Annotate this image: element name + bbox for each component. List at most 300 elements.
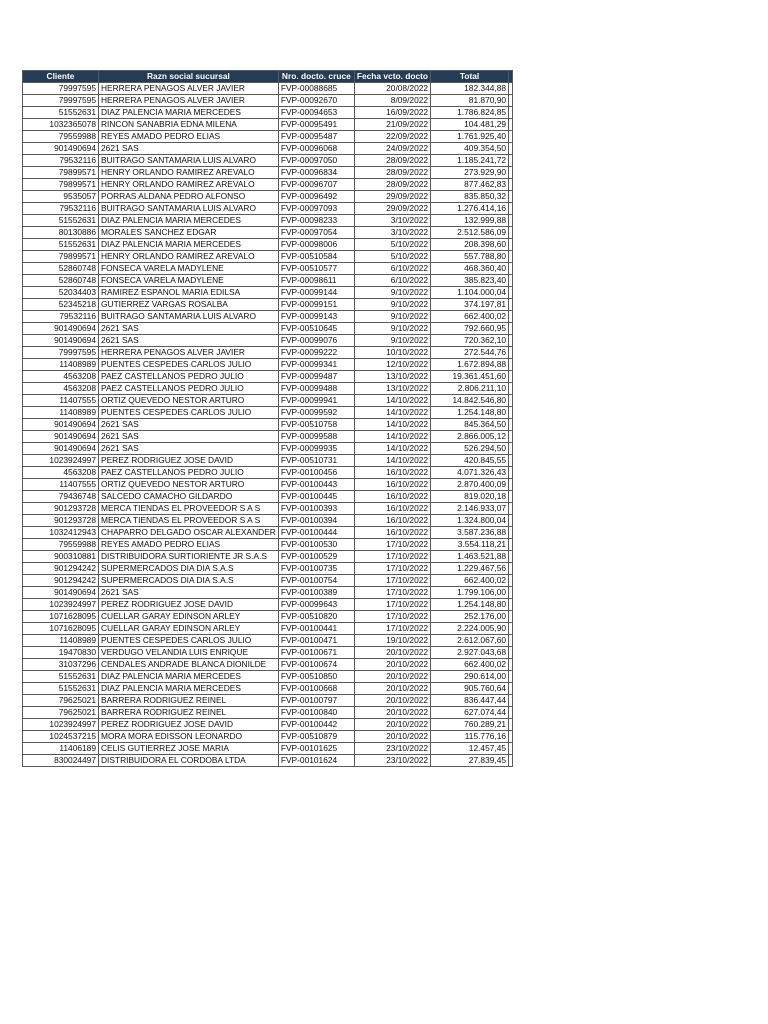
cell-fecha-vcto[interactable]: 14/10/2022 bbox=[354, 407, 430, 419]
cell-cliente[interactable]: 11408989 bbox=[23, 359, 99, 371]
cell-fecha-vcto[interactable]: 20/10/2022 bbox=[354, 647, 430, 659]
cell-empty[interactable] bbox=[509, 191, 513, 203]
cell-nro-docto[interactable]: FVP-00098006 bbox=[278, 239, 354, 251]
cell-total[interactable]: 526.294,50 bbox=[431, 443, 509, 455]
cell-total[interactable]: 2.612.067,60 bbox=[431, 635, 509, 647]
cell-nro-docto[interactable]: FVP-00510879 bbox=[278, 731, 354, 743]
cell-razon-social[interactable]: MORALES SANCHEZ EDGAR bbox=[99, 227, 279, 239]
cell-nro-docto[interactable]: FVP-00097093 bbox=[278, 203, 354, 215]
cell-cliente[interactable]: 51552631 bbox=[23, 107, 99, 119]
header-total[interactable]: Total bbox=[431, 71, 509, 83]
cell-cliente[interactable]: 79532116 bbox=[23, 311, 99, 323]
cell-empty[interactable] bbox=[509, 263, 513, 275]
cell-empty[interactable] bbox=[509, 95, 513, 107]
cell-razon-social[interactable]: SUPERMERCADOS DIA DIA S.A.S bbox=[99, 575, 279, 587]
cell-total[interactable]: 409.354,50 bbox=[431, 143, 509, 155]
cell-cliente[interactable]: 79625021 bbox=[23, 695, 99, 707]
cell-nro-docto[interactable]: FVP-00100444 bbox=[278, 527, 354, 539]
cell-fecha-vcto[interactable]: 17/10/2022 bbox=[354, 587, 430, 599]
cell-empty[interactable] bbox=[509, 611, 513, 623]
cell-total[interactable]: 12.457,45 bbox=[431, 743, 509, 755]
cell-fecha-vcto[interactable]: 17/10/2022 bbox=[354, 551, 430, 563]
cell-empty[interactable] bbox=[509, 179, 513, 191]
cell-empty[interactable] bbox=[509, 671, 513, 683]
cell-cliente[interactable]: 901490694 bbox=[23, 335, 99, 347]
cell-total[interactable]: 1.324.800,04 bbox=[431, 515, 509, 527]
cell-nro-docto[interactable]: FVP-00510584 bbox=[278, 251, 354, 263]
cell-total[interactable]: 115.776,16 bbox=[431, 731, 509, 743]
cell-fecha-vcto[interactable]: 17/10/2022 bbox=[354, 611, 430, 623]
cell-razon-social[interactable]: CHAPARRO DELGADO OSCAR ALEXANDER bbox=[99, 527, 279, 539]
cell-total[interactable]: 662.400,02 bbox=[431, 575, 509, 587]
cell-cliente[interactable]: 79899571 bbox=[23, 167, 99, 179]
cell-razon-social[interactable]: PUENTES CESPEDES CARLOS JULIO bbox=[99, 359, 279, 371]
cell-fecha-vcto[interactable]: 28/09/2022 bbox=[354, 179, 430, 191]
cell-fecha-vcto[interactable]: 17/10/2022 bbox=[354, 599, 430, 611]
cell-empty[interactable] bbox=[509, 527, 513, 539]
cell-fecha-vcto[interactable]: 16/10/2022 bbox=[354, 527, 430, 539]
cell-cliente[interactable]: 79625021 bbox=[23, 707, 99, 719]
cell-razon-social[interactable]: HENRY ORLANDO RAMIREZ AREVALO bbox=[99, 179, 279, 191]
cell-empty[interactable] bbox=[509, 419, 513, 431]
cell-fecha-vcto[interactable]: 17/10/2022 bbox=[354, 575, 430, 587]
cell-razon-social[interactable]: BUITRAGO SANTAMARIA LUIS ALVARO bbox=[99, 203, 279, 215]
cell-razon-social[interactable]: ORTIZ QUEVEDO NESTOR ARTURO bbox=[99, 479, 279, 491]
cell-razon-social[interactable]: 2621 SAS bbox=[99, 419, 279, 431]
cell-fecha-vcto[interactable]: 23/10/2022 bbox=[354, 743, 430, 755]
cell-empty[interactable] bbox=[509, 323, 513, 335]
cell-fecha-vcto[interactable]: 10/10/2022 bbox=[354, 347, 430, 359]
cell-cliente[interactable]: 901490694 bbox=[23, 419, 99, 431]
cell-razon-social[interactable]: CUELLAR GARAY EDINSON ARLEY bbox=[99, 611, 279, 623]
cell-total[interactable]: 662.400,02 bbox=[431, 311, 509, 323]
cell-nro-docto[interactable]: FVP-00099151 bbox=[278, 299, 354, 311]
cell-total[interactable]: 1.276.414,16 bbox=[431, 203, 509, 215]
cell-nro-docto[interactable]: FVP-00099222 bbox=[278, 347, 354, 359]
cell-total[interactable]: 19.361.451,60 bbox=[431, 371, 509, 383]
cell-nro-docto[interactable]: FVP-00100671 bbox=[278, 647, 354, 659]
cell-razon-social[interactable]: GUTIERREZ VARGAS ROSALBA bbox=[99, 299, 279, 311]
cell-nro-docto[interactable]: FVP-00096707 bbox=[278, 179, 354, 191]
cell-cliente[interactable]: 51552631 bbox=[23, 239, 99, 251]
cell-empty[interactable] bbox=[509, 551, 513, 563]
cell-empty[interactable] bbox=[509, 539, 513, 551]
cell-fecha-vcto[interactable]: 3/10/2022 bbox=[354, 227, 430, 239]
cell-empty[interactable] bbox=[509, 407, 513, 419]
cell-empty[interactable] bbox=[509, 119, 513, 131]
cell-nro-docto[interactable]: FVP-00510820 bbox=[278, 611, 354, 623]
cell-total[interactable]: 1.463.521,88 bbox=[431, 551, 509, 563]
cell-total[interactable]: 27.839,45 bbox=[431, 755, 509, 767]
cell-empty[interactable] bbox=[509, 275, 513, 287]
cell-razon-social[interactable]: DIAZ PALENCIA MARIA MERCEDES bbox=[99, 107, 279, 119]
cell-cliente[interactable]: 901294242 bbox=[23, 563, 99, 575]
cell-empty[interactable] bbox=[509, 683, 513, 695]
cell-razon-social[interactable]: SUPERMERCADOS DIA DIA S.A.S bbox=[99, 563, 279, 575]
cell-fecha-vcto[interactable]: 20/10/2022 bbox=[354, 707, 430, 719]
cell-cliente[interactable]: 1032365078 bbox=[23, 119, 99, 131]
cell-total[interactable]: 760.289,21 bbox=[431, 719, 509, 731]
cell-empty[interactable] bbox=[509, 575, 513, 587]
cell-nro-docto[interactable]: FVP-00099143 bbox=[278, 311, 354, 323]
cell-nro-docto[interactable]: FVP-00098611 bbox=[278, 275, 354, 287]
cell-cliente[interactable]: 31037296 bbox=[23, 659, 99, 671]
cell-nro-docto[interactable]: FVP-00100529 bbox=[278, 551, 354, 563]
cell-total[interactable]: 1.761.925,40 bbox=[431, 131, 509, 143]
cell-razon-social[interactable]: REYES AMADO PEDRO ELIAS bbox=[99, 539, 279, 551]
cell-fecha-vcto[interactable]: 23/10/2022 bbox=[354, 755, 430, 767]
cell-total[interactable]: 252.176,00 bbox=[431, 611, 509, 623]
header-empty-column[interactable] bbox=[509, 71, 513, 83]
cell-fecha-vcto[interactable]: 20/10/2022 bbox=[354, 719, 430, 731]
cell-nro-docto[interactable]: FVP-00100754 bbox=[278, 575, 354, 587]
cell-fecha-vcto[interactable]: 5/10/2022 bbox=[354, 251, 430, 263]
cell-fecha-vcto[interactable]: 9/10/2022 bbox=[354, 287, 430, 299]
cell-nro-docto[interactable]: FVP-00099941 bbox=[278, 395, 354, 407]
cell-empty[interactable] bbox=[509, 167, 513, 179]
cell-nro-docto[interactable]: FVP-00088685 bbox=[278, 83, 354, 95]
cell-empty[interactable] bbox=[509, 479, 513, 491]
cell-nro-docto[interactable]: FVP-00100735 bbox=[278, 563, 354, 575]
cell-fecha-vcto[interactable]: 9/10/2022 bbox=[354, 335, 430, 347]
cell-empty[interactable] bbox=[509, 707, 513, 719]
cell-total[interactable]: 420.845,55 bbox=[431, 455, 509, 467]
cell-razon-social[interactable]: SALCEDO CAMACHO GILDARDO bbox=[99, 491, 279, 503]
cell-fecha-vcto[interactable]: 9/10/2022 bbox=[354, 323, 430, 335]
cell-nro-docto[interactable]: FVP-00099488 bbox=[278, 383, 354, 395]
cell-nro-docto[interactable]: FVP-00099341 bbox=[278, 359, 354, 371]
cell-empty[interactable] bbox=[509, 155, 513, 167]
cell-total[interactable]: 290.614,00 bbox=[431, 671, 509, 683]
cell-total[interactable]: 2.927.043,68 bbox=[431, 647, 509, 659]
cell-empty[interactable] bbox=[509, 431, 513, 443]
cell-total[interactable]: 3.587.236,88 bbox=[431, 527, 509, 539]
cell-fecha-vcto[interactable]: 16/10/2022 bbox=[354, 479, 430, 491]
cell-razon-social[interactable]: HERRERA PENAGOS ALVER JAVIER bbox=[99, 83, 279, 95]
cell-cliente[interactable]: 79532116 bbox=[23, 155, 99, 167]
cell-total[interactable]: 182.344,88 bbox=[431, 83, 509, 95]
cell-total[interactable]: 272.544,76 bbox=[431, 347, 509, 359]
cell-total[interactable]: 1.672.894,88 bbox=[431, 359, 509, 371]
cell-empty[interactable] bbox=[509, 503, 513, 515]
cell-fecha-vcto[interactable]: 14/10/2022 bbox=[354, 395, 430, 407]
cell-cliente[interactable]: 79899571 bbox=[23, 251, 99, 263]
cell-fecha-vcto[interactable]: 13/10/2022 bbox=[354, 371, 430, 383]
cell-cliente[interactable]: 901490694 bbox=[23, 431, 99, 443]
cell-cliente[interactable]: 901490694 bbox=[23, 587, 99, 599]
cell-total[interactable]: 1.229.467,56 bbox=[431, 563, 509, 575]
cell-total[interactable]: 836.447,44 bbox=[431, 695, 509, 707]
cell-nro-docto[interactable]: FVP-00095491 bbox=[278, 119, 354, 131]
cell-fecha-vcto[interactable]: 9/10/2022 bbox=[354, 311, 430, 323]
cell-nro-docto[interactable]: FVP-00100530 bbox=[278, 539, 354, 551]
cell-cliente[interactable]: 1071628095 bbox=[23, 623, 99, 635]
cell-fecha-vcto[interactable]: 24/09/2022 bbox=[354, 143, 430, 155]
cell-cliente[interactable]: 901294242 bbox=[23, 575, 99, 587]
cell-empty[interactable] bbox=[509, 311, 513, 323]
cell-nro-docto[interactable]: FVP-00096834 bbox=[278, 167, 354, 179]
cell-empty[interactable] bbox=[509, 215, 513, 227]
cell-fecha-vcto[interactable]: 19/10/2022 bbox=[354, 635, 430, 647]
cell-cliente[interactable]: 900310881 bbox=[23, 551, 99, 563]
header-nro-docto-cruce[interactable]: Nro. docto. cruce bbox=[278, 71, 354, 83]
cell-razon-social[interactable]: FONSECA VARELA MADYLENE bbox=[99, 263, 279, 275]
cell-razon-social[interactable]: FONSECA VARELA MADYLENE bbox=[99, 275, 279, 287]
cell-fecha-vcto[interactable]: 21/09/2022 bbox=[354, 119, 430, 131]
cell-empty[interactable] bbox=[509, 695, 513, 707]
cell-fecha-vcto[interactable]: 16/10/2022 bbox=[354, 491, 430, 503]
cell-cliente[interactable]: 901490694 bbox=[23, 143, 99, 155]
cell-empty[interactable] bbox=[509, 287, 513, 299]
cell-razon-social[interactable]: MERCA TIENDAS EL PROVEEDOR S A S bbox=[99, 503, 279, 515]
cell-fecha-vcto[interactable]: 12/10/2022 bbox=[354, 359, 430, 371]
cell-empty[interactable] bbox=[509, 755, 513, 767]
cell-nro-docto[interactable]: FVP-00095487 bbox=[278, 131, 354, 143]
cell-nro-docto[interactable]: FVP-00099588 bbox=[278, 431, 354, 443]
cell-razon-social[interactable]: MORA MORA EDISSON LEONARDO bbox=[99, 731, 279, 743]
cell-empty[interactable] bbox=[509, 395, 513, 407]
cell-cliente[interactable]: 79997595 bbox=[23, 83, 99, 95]
cell-empty[interactable] bbox=[509, 455, 513, 467]
cell-empty[interactable] bbox=[509, 227, 513, 239]
cell-nro-docto[interactable]: FVP-00099935 bbox=[278, 443, 354, 455]
cell-fecha-vcto[interactable]: 20/10/2022 bbox=[354, 695, 430, 707]
cell-nro-docto[interactable]: FVP-00100445 bbox=[278, 491, 354, 503]
cell-razon-social[interactable]: BUITRAGO SANTAMARIA LUIS ALVARO bbox=[99, 311, 279, 323]
cell-cliente[interactable]: 1023924997 bbox=[23, 719, 99, 731]
cell-fecha-vcto[interactable]: 28/09/2022 bbox=[354, 155, 430, 167]
cell-razon-social[interactable]: CUELLAR GARAY EDINSON ARLEY bbox=[99, 623, 279, 635]
cell-total[interactable]: 1.104.000,04 bbox=[431, 287, 509, 299]
cell-fecha-vcto[interactable]: 17/10/2022 bbox=[354, 563, 430, 575]
cell-total[interactable]: 2.512.586,09 bbox=[431, 227, 509, 239]
cell-nro-docto[interactable]: FVP-00100456 bbox=[278, 467, 354, 479]
cell-razon-social[interactable]: PAEZ CASTELLANOS PEDRO JULIO bbox=[99, 467, 279, 479]
cell-fecha-vcto[interactable]: 9/10/2022 bbox=[354, 299, 430, 311]
cell-empty[interactable] bbox=[509, 563, 513, 575]
cell-total[interactable]: 819.020,18 bbox=[431, 491, 509, 503]
cell-razon-social[interactable]: PUENTES CESPEDES CARLOS JULIO bbox=[99, 407, 279, 419]
cell-total[interactable]: 3.554.118,21 bbox=[431, 539, 509, 551]
cell-fecha-vcto[interactable]: 20/10/2022 bbox=[354, 731, 430, 743]
cell-fecha-vcto[interactable]: 14/10/2022 bbox=[354, 419, 430, 431]
cell-fecha-vcto[interactable]: 20/08/2022 bbox=[354, 83, 430, 95]
cell-total[interactable]: 1.254.148,80 bbox=[431, 599, 509, 611]
cell-empty[interactable] bbox=[509, 107, 513, 119]
cell-razon-social[interactable]: ORTIZ QUEVEDO NESTOR ARTURO bbox=[99, 395, 279, 407]
cell-empty[interactable] bbox=[509, 371, 513, 383]
cell-nro-docto[interactable]: FVP-00510758 bbox=[278, 419, 354, 431]
cell-fecha-vcto[interactable]: 16/10/2022 bbox=[354, 515, 430, 527]
cell-cliente[interactable]: 79997595 bbox=[23, 347, 99, 359]
cell-fecha-vcto[interactable]: 29/09/2022 bbox=[354, 191, 430, 203]
cell-fecha-vcto[interactable]: 14/10/2022 bbox=[354, 443, 430, 455]
cell-razon-social[interactable]: RINCON SANABRIA EDNA MILENA bbox=[99, 119, 279, 131]
cell-total[interactable]: 792.660,95 bbox=[431, 323, 509, 335]
cell-cliente[interactable]: 1024537215 bbox=[23, 731, 99, 743]
cell-nro-docto[interactable]: FVP-00510577 bbox=[278, 263, 354, 275]
cell-nro-docto[interactable]: FVP-00100443 bbox=[278, 479, 354, 491]
cell-cliente[interactable]: 79559988 bbox=[23, 539, 99, 551]
cell-razon-social[interactable]: PAEZ CASTELLANOS PEDRO JULIO bbox=[99, 383, 279, 395]
cell-razon-social[interactable]: RAMIREZ ESPANOL MARIA EDILSA bbox=[99, 287, 279, 299]
cell-total[interactable]: 273.929,90 bbox=[431, 167, 509, 179]
cell-cliente[interactable]: 1023924997 bbox=[23, 455, 99, 467]
cell-nro-docto[interactable]: FVP-00100797 bbox=[278, 695, 354, 707]
cell-cliente[interactable]: 52860748 bbox=[23, 275, 99, 287]
cell-nro-docto[interactable]: FVP-00510645 bbox=[278, 323, 354, 335]
cell-cliente[interactable]: 901490694 bbox=[23, 323, 99, 335]
cell-cliente[interactable]: 52345218 bbox=[23, 299, 99, 311]
cell-empty[interactable] bbox=[509, 359, 513, 371]
cell-empty[interactable] bbox=[509, 251, 513, 263]
cell-cliente[interactable]: 79436748 bbox=[23, 491, 99, 503]
cell-fecha-vcto[interactable]: 14/10/2022 bbox=[354, 431, 430, 443]
cell-empty[interactable] bbox=[509, 347, 513, 359]
cell-fecha-vcto[interactable]: 16/09/2022 bbox=[354, 107, 430, 119]
cell-razon-social[interactable]: DIAZ PALENCIA MARIA MERCEDES bbox=[99, 239, 279, 251]
cell-razon-social[interactable]: DIAZ PALENCIA MARIA MERCEDES bbox=[99, 215, 279, 227]
cell-nro-docto[interactable]: FVP-00100668 bbox=[278, 683, 354, 695]
cell-empty[interactable] bbox=[509, 83, 513, 95]
cell-empty[interactable] bbox=[509, 743, 513, 755]
cell-fecha-vcto[interactable]: 5/10/2022 bbox=[354, 239, 430, 251]
cell-fecha-vcto[interactable]: 20/10/2022 bbox=[354, 659, 430, 671]
cell-total[interactable]: 1.786.824,85 bbox=[431, 107, 509, 119]
cell-fecha-vcto[interactable]: 17/10/2022 bbox=[354, 623, 430, 635]
cell-razon-social[interactable]: CENDALES ANDRADE BLANCA DIONILDE bbox=[99, 659, 279, 671]
cell-nro-docto[interactable]: FVP-00094653 bbox=[278, 107, 354, 119]
cell-nro-docto[interactable]: FVP-00099144 bbox=[278, 287, 354, 299]
cell-razon-social[interactable]: REYES AMADO PEDRO ELIAS bbox=[99, 131, 279, 143]
cell-fecha-vcto[interactable]: 16/10/2022 bbox=[354, 503, 430, 515]
cell-razon-social[interactable]: DIAZ PALENCIA MARIA MERCEDES bbox=[99, 671, 279, 683]
cell-empty[interactable] bbox=[509, 647, 513, 659]
cell-razon-social[interactable]: 2621 SAS bbox=[99, 431, 279, 443]
cell-razon-social[interactable]: HERRERA PENAGOS ALVER JAVIER bbox=[99, 95, 279, 107]
cell-cliente[interactable]: 79997595 bbox=[23, 95, 99, 107]
cell-razon-social[interactable]: CELIS GUTIERREZ JOSE MARIA bbox=[99, 743, 279, 755]
cell-razon-social[interactable]: DISTRIBUIDORA SURTIORIENTE JR S.A.S bbox=[99, 551, 279, 563]
cell-total[interactable]: 104.481,29 bbox=[431, 119, 509, 131]
cell-nro-docto[interactable]: FVP-00100442 bbox=[278, 719, 354, 731]
cell-cliente[interactable]: 830024497 bbox=[23, 755, 99, 767]
cell-cliente[interactable]: 11406189 bbox=[23, 743, 99, 755]
cell-nro-docto[interactable]: FVP-00100394 bbox=[278, 515, 354, 527]
cell-nro-docto[interactable]: FVP-00097054 bbox=[278, 227, 354, 239]
cell-razon-social[interactable]: MERCA TIENDAS EL PROVEEDOR S A S bbox=[99, 515, 279, 527]
cell-total[interactable]: 845.364,50 bbox=[431, 419, 509, 431]
cell-fecha-vcto[interactable]: 20/10/2022 bbox=[354, 683, 430, 695]
cell-empty[interactable] bbox=[509, 239, 513, 251]
cell-cliente[interactable]: 901490694 bbox=[23, 443, 99, 455]
cell-cliente[interactable]: 11408989 bbox=[23, 407, 99, 419]
cell-razon-social[interactable]: HENRY ORLANDO RAMIREZ AREVALO bbox=[99, 251, 279, 263]
cell-nro-docto[interactable]: FVP-00099592 bbox=[278, 407, 354, 419]
cell-cliente[interactable]: 1032412943 bbox=[23, 527, 99, 539]
cell-nro-docto[interactable]: FVP-00510731 bbox=[278, 455, 354, 467]
cell-cliente[interactable]: 80130886 bbox=[23, 227, 99, 239]
cell-empty[interactable] bbox=[509, 719, 513, 731]
cell-fecha-vcto[interactable]: 16/10/2022 bbox=[354, 467, 430, 479]
cell-nro-docto[interactable]: FVP-00096068 bbox=[278, 143, 354, 155]
cell-nro-docto[interactable]: FVP-00099643 bbox=[278, 599, 354, 611]
cell-empty[interactable] bbox=[509, 659, 513, 671]
cell-cliente[interactable]: 11408989 bbox=[23, 635, 99, 647]
cell-total[interactable]: 557.788,80 bbox=[431, 251, 509, 263]
cell-fecha-vcto[interactable]: 6/10/2022 bbox=[354, 275, 430, 287]
cell-total[interactable]: 132.999,88 bbox=[431, 215, 509, 227]
cell-total[interactable]: 720.362,10 bbox=[431, 335, 509, 347]
cell-nro-docto[interactable]: FVP-00100393 bbox=[278, 503, 354, 515]
cell-cliente[interactable]: 51552631 bbox=[23, 683, 99, 695]
cell-razon-social[interactable]: 2621 SAS bbox=[99, 335, 279, 347]
cell-cliente[interactable]: 19470830 bbox=[23, 647, 99, 659]
cell-nro-docto[interactable]: FVP-00099076 bbox=[278, 335, 354, 347]
cell-nro-docto[interactable]: FVP-00510850 bbox=[278, 671, 354, 683]
cell-cliente[interactable]: 4563208 bbox=[23, 383, 99, 395]
cell-cliente[interactable]: 9535057 bbox=[23, 191, 99, 203]
cell-cliente[interactable]: 52034403 bbox=[23, 287, 99, 299]
cell-fecha-vcto[interactable]: 20/10/2022 bbox=[354, 671, 430, 683]
cell-fecha-vcto[interactable]: 13/10/2022 bbox=[354, 383, 430, 395]
cell-razon-social[interactable]: 2621 SAS bbox=[99, 143, 279, 155]
cell-cliente[interactable]: 79559988 bbox=[23, 131, 99, 143]
cell-cliente[interactable]: 4563208 bbox=[23, 467, 99, 479]
cell-total[interactable]: 2.146.933,07 bbox=[431, 503, 509, 515]
cell-razon-social[interactable]: HERRERA PENAGOS ALVER JAVIER bbox=[99, 347, 279, 359]
cell-empty[interactable] bbox=[509, 491, 513, 503]
header-cliente[interactable]: Cliente bbox=[23, 71, 99, 83]
cell-cliente[interactable]: 11407555 bbox=[23, 479, 99, 491]
cell-empty[interactable] bbox=[509, 599, 513, 611]
cell-fecha-vcto[interactable]: 6/10/2022 bbox=[354, 263, 430, 275]
cell-razon-social[interactable]: DISTRIBUIDORA EL CORDOBA LTDA bbox=[99, 755, 279, 767]
cell-cliente[interactable]: 11407555 bbox=[23, 395, 99, 407]
cell-fecha-vcto[interactable]: 22/09/2022 bbox=[354, 131, 430, 143]
cell-nro-docto[interactable]: FVP-00100471 bbox=[278, 635, 354, 647]
cell-razon-social[interactable]: PEREZ RODRIGUEZ JOSE DAVID bbox=[99, 599, 279, 611]
header-fecha-vcto[interactable]: Fecha vcto. docto bbox=[354, 71, 430, 83]
cell-fecha-vcto[interactable]: 28/09/2022 bbox=[354, 167, 430, 179]
cell-cliente[interactable]: 1023924997 bbox=[23, 599, 99, 611]
cell-razon-social[interactable]: 2621 SAS bbox=[99, 443, 279, 455]
cell-cliente[interactable]: 51552631 bbox=[23, 215, 99, 227]
cell-empty[interactable] bbox=[509, 203, 513, 215]
cell-nro-docto[interactable]: FVP-00097050 bbox=[278, 155, 354, 167]
cell-nro-docto[interactable]: FVP-00101624 bbox=[278, 755, 354, 767]
cell-nro-docto[interactable]: FVP-00100674 bbox=[278, 659, 354, 671]
cell-nro-docto[interactable]: FVP-00100441 bbox=[278, 623, 354, 635]
cell-total[interactable]: 468.360,40 bbox=[431, 263, 509, 275]
cell-total[interactable]: 905.760,64 bbox=[431, 683, 509, 695]
cell-total[interactable]: 1.185.241,72 bbox=[431, 155, 509, 167]
cell-cliente[interactable]: 901293728 bbox=[23, 515, 99, 527]
cell-total[interactable]: 662.400,02 bbox=[431, 659, 509, 671]
cell-razon-social[interactable]: PEREZ RODRIGUEZ JOSE DAVID bbox=[99, 719, 279, 731]
cell-razon-social[interactable]: VERDUGO VELANDIA LUIS ENRIQUE bbox=[99, 647, 279, 659]
cell-nro-docto[interactable]: FVP-00092670 bbox=[278, 95, 354, 107]
cell-razon-social[interactable]: 2621 SAS bbox=[99, 323, 279, 335]
cell-empty[interactable] bbox=[509, 623, 513, 635]
cell-empty[interactable] bbox=[509, 515, 513, 527]
cell-cliente[interactable]: 79532116 bbox=[23, 203, 99, 215]
cell-total[interactable]: 877.462,83 bbox=[431, 179, 509, 191]
cell-razon-social[interactable]: BARRERA RODRIGUEZ REINEL bbox=[99, 707, 279, 719]
cell-fecha-vcto[interactable]: 17/10/2022 bbox=[354, 539, 430, 551]
cell-nro-docto[interactable]: FVP-00100840 bbox=[278, 707, 354, 719]
cell-razon-social[interactable]: PEREZ RODRIGUEZ JOSE DAVID bbox=[99, 455, 279, 467]
